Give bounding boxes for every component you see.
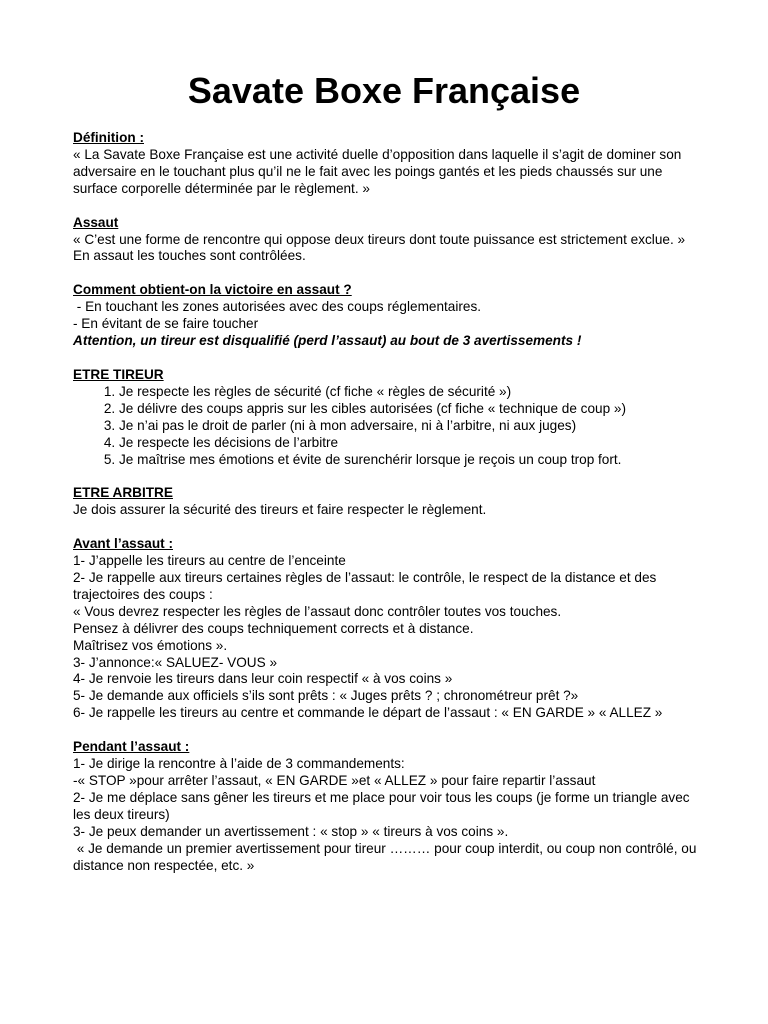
tireur-item: 5. Je maîtrise mes émotions et évite de surenchérir lorsque je reçois un coup trop fort. [119, 452, 703, 469]
pendant-line: -« STOP »pour arrêter l’assaut, « EN GARDE »et « ALLEZ » pour faire repartir l’assaut [73, 773, 596, 788]
heading-arbitre: ETRE ARBITRE [73, 485, 173, 501]
heading-victoire: Comment obtient-on la victoire en assaut ? [73, 282, 352, 298]
document-title: Savate Boxe Française [187, 70, 581, 111]
section-tireur [73, 367, 703, 468]
avant-line: Maîtrisez vos émotions ». [73, 637, 228, 653]
tireur-list [73, 384, 703, 469]
arbitre-text: Je dois assurer la sécurité des tireurs et faire respecter le règlement. [73, 502, 487, 518]
tireur-item: 4. Je respecte les décisions de l’arbitre [119, 435, 703, 452]
definition-text: « La Savate Boxe Française est une activité duelle d’opposition dans laquelle il s’agit de dominer son adversaire en le touchant plus qu’il ne le fait avec les poings gantés et les pieds chaussés sur une surface corporelle déterminée par le règlement. » [73, 146, 682, 196]
pendant-line: « Je demande un premier avertissement pour tireur ……… pour coup interdit, ou coup non contrôlé, ou distance non respectée, etc. » [73, 840, 701, 873]
avant-line: 4- Je renvoie les tireurs dans leur coin respectif « à vos coins » [73, 671, 453, 687]
heading-tireur: ETRE TIREUR [73, 366, 164, 382]
pendant-line: 1- Je dirige la rencontre à l’aide de 3 commandements: [73, 756, 405, 772]
document-body [73, 130, 703, 891]
avant-line: 1- J’appelle les tireurs au centre de l’enceinte [73, 553, 346, 569]
section-avant-assaut [73, 536, 703, 722]
victoire-line: - En touchant les zones autorisées avec des coups réglementaires. [73, 299, 482, 315]
heading-definition: Définition : [73, 130, 144, 145]
avant-line: 6- Je rappelle les tireurs au centre et commande le départ de l’assaut : « EN GARDE » « ALLEZ » [73, 705, 663, 721]
section-pendant-assaut [73, 739, 703, 874]
avant-line: 5- Je demande aux officiels s’ils sont prêts : « Juges prêts ? ; chronométreur prêt ?» [73, 688, 579, 704]
tireur-item: 3. Je n’ai pas le droit de parler (ni à mon adversaire, ni à l’arbitre, ni aux juges) [119, 418, 703, 435]
heading-assaut: Assaut [73, 214, 119, 230]
section-assaut [73, 215, 703, 266]
avant-line: « Vous devrez respecter les règles de l’assaut donc contrôler toutes vos touches. [73, 603, 562, 619]
avant-line: 3- J’annonce:« SALUEZ- VOUS » [73, 654, 277, 670]
avant-line: Pensez à délivrer des coups techniquement corrects et à distance. [73, 620, 474, 636]
tireur-item: 1. Je respecte les règles de sécurité (cf fiche « règles de sécurité ») [119, 384, 703, 401]
avant-line: 2- Je rappelle aux tireurs certaines règles de l’assaut: le contrôle, le respect de la distance et des trajectoires des coups : [73, 570, 657, 602]
tireur-item: 2. Je délivre des coups appris sur les cibles autorisées (cf fiche « technique de coup ») [119, 401, 703, 418]
section-victoire [73, 282, 703, 350]
section-definition [73, 130, 703, 198]
pendant-line: 3- Je peux demander un avertissement : « stop » « tireurs à vos coins ». [73, 823, 509, 839]
victoire-line: - En évitant de se faire toucher [73, 316, 259, 332]
assaut-note: En assaut les touches sont contrôlées. [73, 248, 306, 264]
section-arbitre [73, 485, 703, 519]
victoire-warning: Attention, un tireur est disqualifié (perd l’assaut) au bout de 3 avertissements ! [73, 333, 582, 349]
assaut-quote: « C’est une forme de rencontre qui oppose deux tireurs dont toute puissance est strictement exclue. » [73, 231, 686, 247]
pendant-line: 2- Je me déplace sans gêner les tireurs et me place pour voir tous les coups (je forme un triangle avec les deux tireurs) [73, 789, 690, 822]
heading-avant-assaut: Avant l’assaut : [73, 536, 173, 552]
heading-pendant-assaut: Pendant l’assaut : [73, 739, 190, 755]
